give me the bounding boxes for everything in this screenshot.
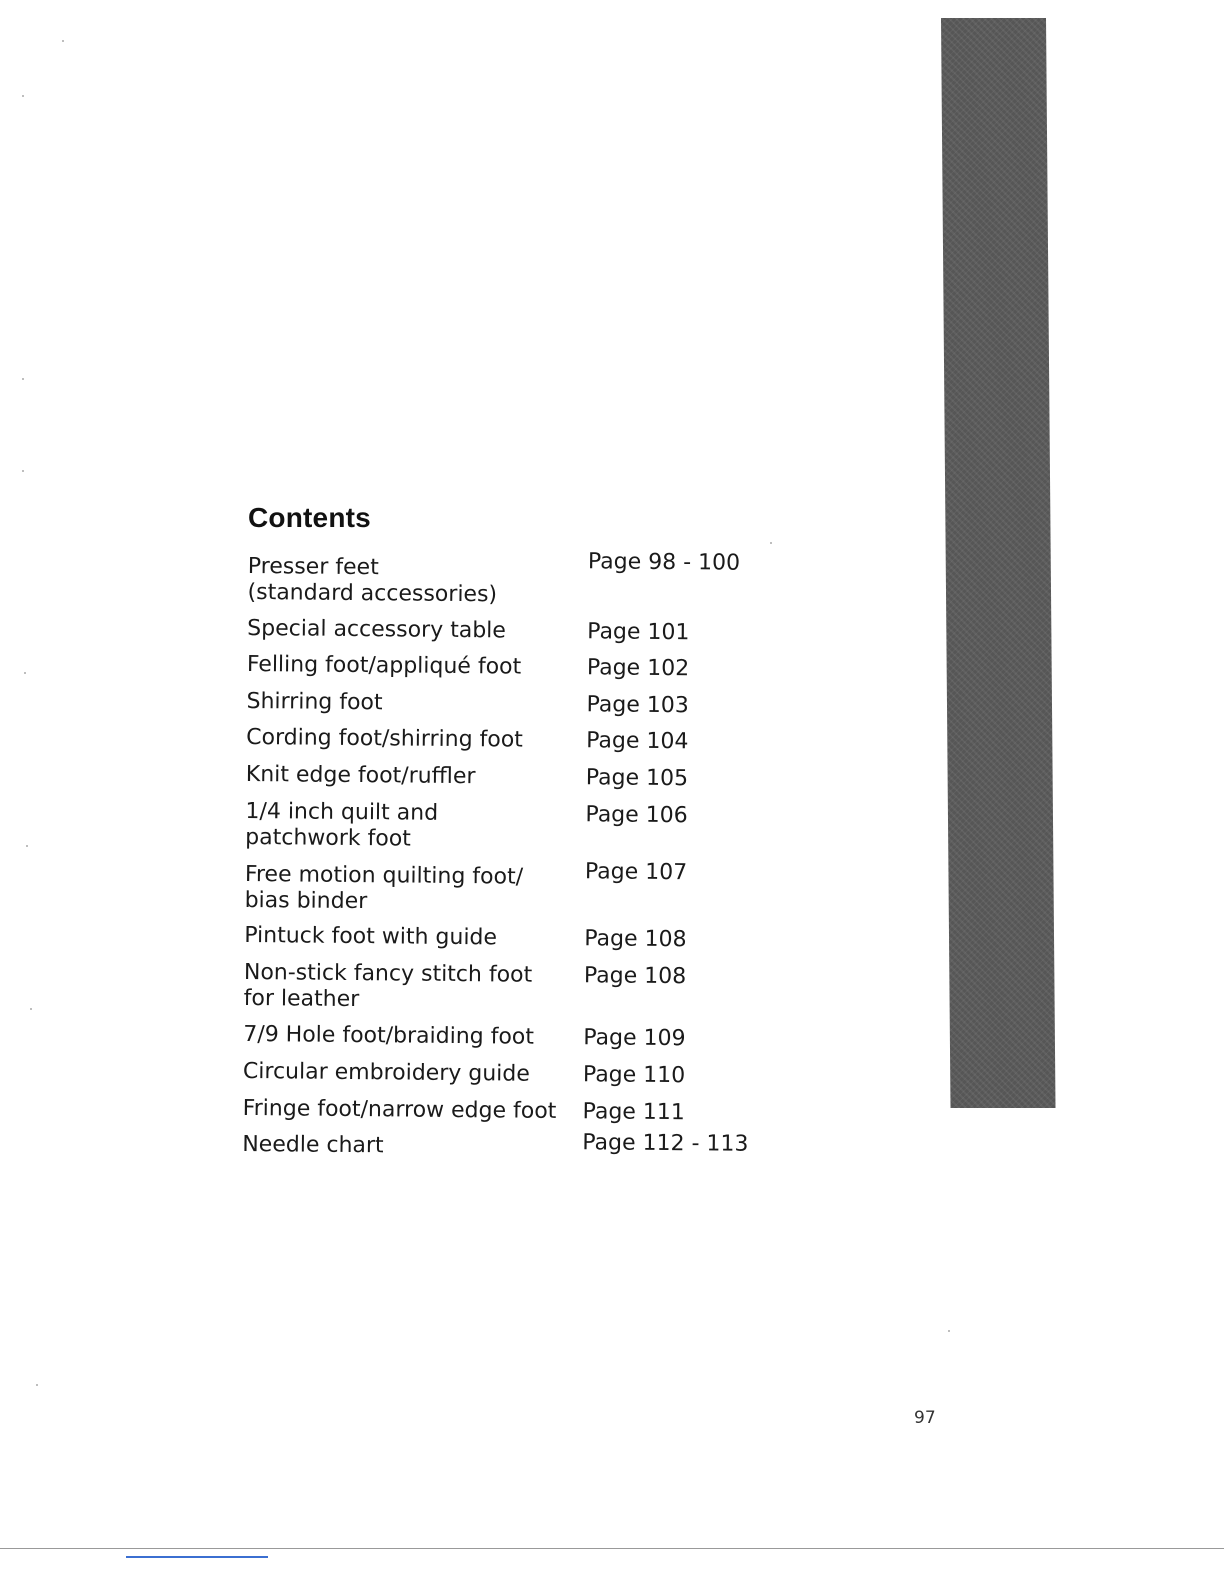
toc-entry-page: Page 109 <box>583 1025 686 1052</box>
toc-entry-page: Page 111 <box>582 1099 685 1126</box>
toc-entry-title: 1/4 inch quilt and patchwork foot <box>245 798 439 852</box>
scan-speck <box>22 378 24 380</box>
toc-entry-title: Free motion quilting foot/ bias binder <box>244 861 524 915</box>
scan-speck <box>36 1384 38 1386</box>
toc-entry-title: Circular embroidery guide <box>242 1058 530 1087</box>
toc-entry-title: Pintuck foot with guide <box>244 922 498 951</box>
toc-entry-title: Cording foot/shirring foot <box>246 724 523 753</box>
toc-entry-page: Page 106 <box>585 802 688 829</box>
toc-entry-title: Fringe foot/narrow edge foot <box>242 1095 557 1124</box>
bottom-link-underline <box>126 1556 268 1558</box>
toc-entry-title: Needle chart <box>242 1131 384 1159</box>
toc-entry-page: Page 112 - 113 <box>582 1130 749 1157</box>
toc-entry-title: Felling foot/appliqué foot <box>246 651 522 680</box>
scan-speck <box>22 95 24 97</box>
scan-speck <box>30 1008 32 1010</box>
scan-speck <box>24 672 26 674</box>
toc-entry-page: Page 103 <box>586 692 689 719</box>
toc-entry-title: Presser feet (standard accessories) <box>247 553 498 608</box>
toc-entry-page: Page 108 <box>583 963 687 990</box>
toc-entry-page: Page 105 <box>585 765 689 792</box>
toc-entry-page: Page 101 <box>587 619 690 646</box>
toc-entry-page: Page 110 <box>582 1062 686 1089</box>
toc-entry-page: Page 98 - 100 <box>587 549 741 576</box>
page-title: Contents <box>248 502 371 533</box>
scan-speck <box>948 1330 950 1332</box>
toc-entry-page: Page 104 <box>586 728 689 755</box>
toc-entry-title: Special accessory table <box>247 615 506 644</box>
toc-entry-title: Shirring foot <box>246 688 383 716</box>
scan-speck <box>22 470 24 472</box>
toc-entry-page: Page 102 <box>586 655 690 682</box>
scan-speck <box>26 845 28 847</box>
toc-entry-page: Page 108 <box>584 926 687 953</box>
page-number: 97 <box>914 1408 936 1428</box>
scan-speck <box>62 40 64 42</box>
toc-entry-title: Non-stick fancy stitch foot for leather <box>243 959 533 1013</box>
toc-entry-title: Knit edge foot/ruffler <box>245 761 476 790</box>
scan-speck <box>770 542 772 544</box>
toc-entry-title: 7/9 Hole foot/braiding foot <box>243 1021 535 1050</box>
bottom-rule <box>0 1548 1224 1549</box>
toc-entry-page: Page 107 <box>584 859 688 886</box>
